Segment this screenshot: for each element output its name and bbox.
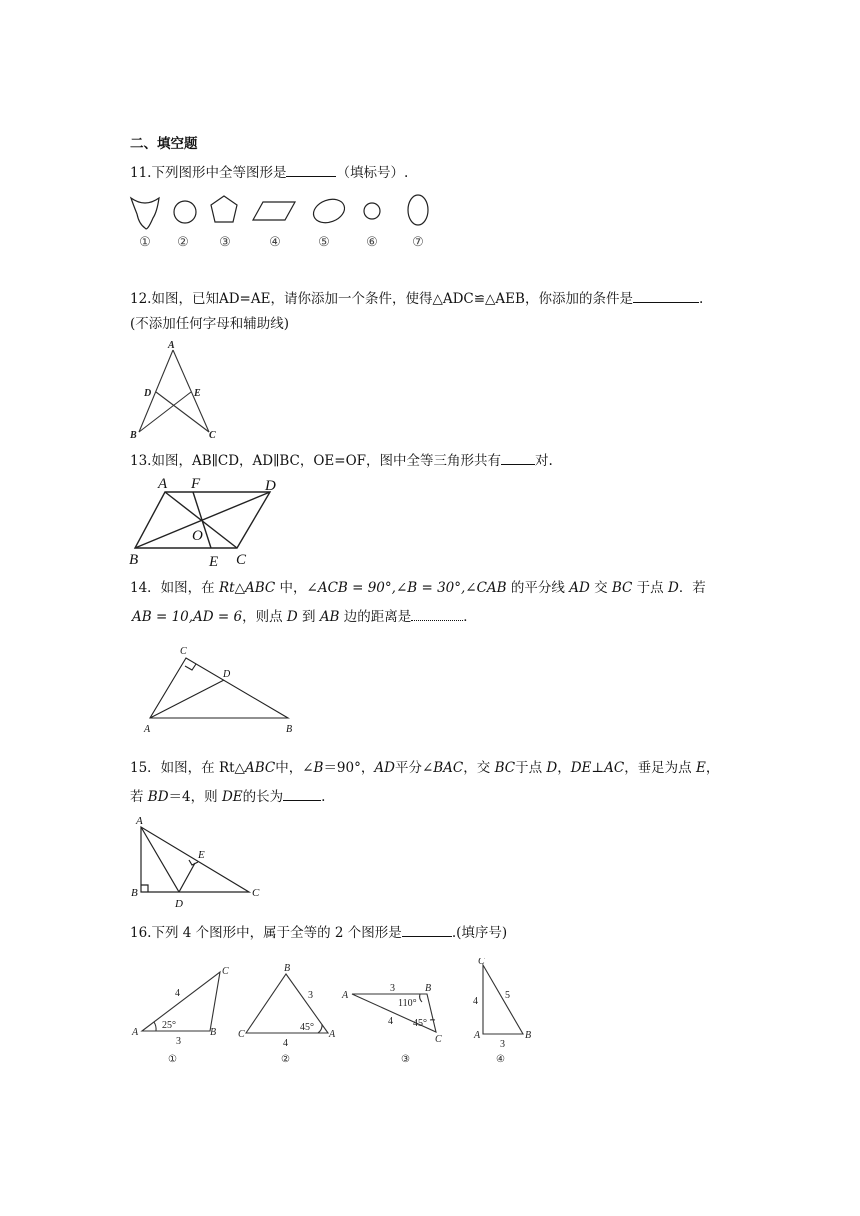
- q15-line2-e: 的长为: [242, 789, 284, 805]
- section-title: 二、填空题: [130, 136, 198, 152]
- q14-line2-d: 到: [297, 609, 320, 625]
- q16-fig4-triangle: [483, 965, 523, 1034]
- q13-point-o: O: [192, 528, 203, 544]
- q15-line2-c: ＝4，则: [168, 789, 222, 805]
- q16-fig1-side-ac: 4: [175, 988, 180, 999]
- q16-text: [130, 922, 507, 943]
- q15-line2-b: BD: [147, 789, 169, 805]
- q11-text-after: （填标号）.: [336, 165, 409, 181]
- q15-line1-g: 平分∠: [394, 760, 434, 776]
- q14-line1-e: 的平分线: [506, 580, 570, 596]
- q15-point-d: D: [175, 898, 183, 908]
- q11-shape-4-parallelogram: [253, 202, 295, 220]
- q16-fig4-side-ca: 4: [473, 996, 478, 1007]
- q11-label-2: ②: [177, 234, 189, 249]
- q11-shape-2-circle: [174, 201, 196, 223]
- q14-line2-g: ．: [463, 609, 477, 625]
- q16-fig1-point-b: B: [210, 1027, 217, 1038]
- q16-fig2-angle: 45°: [300, 1022, 314, 1033]
- q12-line2: (不添加任何字母和辅助线): [130, 316, 290, 332]
- q14-answer-blank[interactable]: [411, 606, 463, 621]
- q16-text-after: .(填序号): [451, 925, 508, 941]
- q15-line1-d: B: [313, 760, 324, 776]
- q16-fig2-angle-arc: [318, 1024, 322, 1033]
- q16-fig1-angle: 25°: [162, 1020, 176, 1031]
- q15-point-a: A: [136, 815, 143, 827]
- q15-line2-d: DE: [221, 789, 243, 805]
- q14-line2-e: AB: [319, 609, 340, 625]
- q15-line1-p: AC: [604, 760, 625, 776]
- q16-fig1-angle-arc: [154, 1022, 156, 1031]
- q16-fig4-side-ab: 3: [500, 1039, 505, 1050]
- q15-line1-b: ABC: [244, 760, 276, 776]
- q16-fig4-label: ④: [496, 1054, 505, 1065]
- q16-fig1-point-a: A: [132, 1027, 139, 1038]
- q11-shape-6-circle: [364, 203, 380, 219]
- q14-line1-a: 14．如图，在: [130, 580, 219, 596]
- q14-line1-d: ∠ACB = 90°,∠B = 30°,∠CAB: [306, 580, 507, 596]
- q16-fig3-point-c: C: [435, 1034, 442, 1045]
- q15-answer-blank[interactable]: [283, 786, 321, 801]
- q15-line1-n: DE: [570, 760, 592, 776]
- q14-line1-i: 于点: [632, 580, 668, 596]
- q14-line2-b: ，则点: [242, 609, 287, 625]
- q13-point-f: F: [191, 476, 201, 492]
- q16-fig2-side-ba: 3: [308, 990, 313, 1001]
- q15-line2-f: .: [321, 789, 326, 805]
- q15-point-c: C: [252, 887, 260, 899]
- q15-line1-f: AD: [374, 760, 395, 776]
- q14-point-a: A: [144, 724, 151, 735]
- q15-figure: [128, 812, 278, 908]
- q12-text-before: 12.如图，已知AD=AE，请你添加一个条件，使得△ADC≌△AEB，你添加的条件是: [130, 291, 633, 307]
- q14-line1-c: 中，: [275, 580, 307, 596]
- q12-point-d: D: [144, 388, 152, 399]
- q14-line1-b: Rt△ABC: [218, 580, 276, 596]
- q15-line1-r: E: [695, 760, 706, 776]
- q16-fig1-label: ①: [168, 1054, 177, 1065]
- q13-text: [130, 450, 553, 471]
- q14-line1-f: AD: [569, 580, 590, 596]
- q12-answer-blank[interactable]: [633, 288, 699, 303]
- q16-fig2-side-ca: 4: [283, 1038, 288, 1049]
- q15-line1-i: ，交: [463, 760, 495, 776]
- q14-line2-f: 边的距离是: [339, 609, 412, 625]
- q11-shape-7-ellipse: [408, 195, 428, 225]
- q11-text-before: 11.下列图形中全等图形是: [130, 165, 287, 181]
- q11-text: [130, 162, 408, 183]
- q16-fig2-point-b: B: [284, 963, 291, 974]
- q11-label-1: ①: [139, 234, 151, 249]
- q12-figure: [125, 340, 225, 442]
- q16-fig2-point-a: A: [329, 1029, 336, 1040]
- q13-point-d: D: [265, 478, 276, 494]
- q14-point-b: B: [286, 724, 293, 735]
- q12-line1: [130, 288, 703, 309]
- q14-line1-h: BC: [611, 580, 633, 596]
- q15-line1-q: ，垂足为点: [624, 760, 696, 776]
- q11-answer-blank[interactable]: [286, 162, 336, 177]
- q15-line1-m: ，: [557, 760, 571, 776]
- q16-answer-blank[interactable]: [402, 922, 452, 937]
- q13-answer-blank[interactable]: [501, 450, 535, 465]
- q16-fig4-side-cb: 5: [505, 990, 510, 1001]
- q16-fig4-point-b: B: [525, 1030, 532, 1041]
- q12-text-after: .: [698, 291, 704, 307]
- q13-figure: [125, 474, 285, 570]
- q12-point-a: A: [168, 340, 175, 351]
- q11-label-3: ③: [219, 234, 231, 249]
- q16-fig3-side-ac: 4: [388, 1016, 393, 1027]
- q16-fig4-point-c: C: [478, 958, 485, 967]
- q11-shape-1-curved: [131, 198, 159, 229]
- q12-point-b: B: [130, 430, 137, 441]
- q15-line1-c: 中，∠: [275, 760, 314, 776]
- q11-shape-3-pentagon: [211, 196, 237, 222]
- q13-text-before: 13.如图，AB∥CD，AD∥BC，OE=OF，图中全等三角形共有: [130, 453, 502, 469]
- q16-fig3-point-a: A: [342, 990, 349, 1001]
- q16-fig4-point-a: A: [474, 1030, 481, 1041]
- q16-fig2-triangle: [246, 974, 328, 1033]
- q16-fig3-angle-b: 110°: [398, 998, 417, 1009]
- q14-line1-g: 交: [589, 580, 612, 596]
- q16-fig2-point-c: C: [238, 1029, 245, 1040]
- q16-fig3-angle-b-arc: [420, 994, 422, 1002]
- q15-line1-l: D: [546, 760, 558, 776]
- q15-point-b: B: [131, 887, 138, 899]
- q15-line1-e: ＝90°，: [323, 760, 375, 776]
- q15-line1-k: 于点: [515, 760, 547, 776]
- q11-figure: [125, 190, 445, 254]
- q15-line1-j: BC: [494, 760, 516, 776]
- q15-line1-h: BAC: [433, 760, 464, 776]
- q12-point-e: E: [194, 388, 201, 399]
- q13-point-b: B: [129, 552, 139, 568]
- q16-fig1-triangle: [142, 972, 220, 1031]
- q11-label-7: ⑦: [412, 234, 424, 249]
- q12-point-c: C: [209, 430, 216, 441]
- q13-point-a: A: [158, 476, 168, 492]
- q16-figure: [128, 958, 548, 1068]
- q15-line1-o: ⊥: [591, 760, 605, 776]
- q14-point-c: C: [180, 646, 187, 657]
- q15-line1: [130, 758, 719, 778]
- q14-line1-j: D: [667, 580, 679, 596]
- q11-label-5: ⑤: [318, 234, 330, 249]
- q14-line2-a: AB = 10,AD = 6: [132, 609, 243, 625]
- q15-line1-s: ，: [705, 760, 720, 776]
- q16-fig3-angle-c: 45°: [413, 1018, 427, 1029]
- q14-figure: [138, 642, 308, 738]
- q13-text-after: 对.: [535, 453, 553, 469]
- q15-point-e: E: [198, 849, 205, 861]
- q15-line2-a: 若: [130, 789, 148, 805]
- q16-text-before: 16.下列 4 个图形中，属于全等的 2 个图形是: [130, 925, 402, 941]
- q14-line1-k: ．若: [678, 580, 706, 596]
- q11-label-6: ⑥: [366, 234, 378, 249]
- q13-point-c: C: [236, 552, 247, 568]
- q16-fig3-label: ③: [401, 1054, 410, 1065]
- q16-fig1-side-ab: 3: [176, 1036, 181, 1047]
- q15-line1-a: 15．如图，在 Rt△: [130, 760, 245, 776]
- q14-point-d: D: [223, 669, 231, 680]
- q14-line1: [130, 578, 706, 598]
- q16-fig3-side-ab: 3: [390, 983, 395, 994]
- q13-point-e: E: [209, 554, 219, 570]
- q15-line2: [130, 786, 325, 807]
- q16-fig3-point-b: B: [425, 983, 432, 994]
- q14-line2-c: D: [286, 609, 298, 625]
- q14-line2: [132, 606, 477, 627]
- q16-fig1-point-c: C: [222, 966, 229, 977]
- q16-fig2-label: ②: [281, 1054, 290, 1065]
- q11-label-4: ④: [269, 234, 281, 249]
- q11-shape-5-ellipse: [310, 195, 348, 227]
